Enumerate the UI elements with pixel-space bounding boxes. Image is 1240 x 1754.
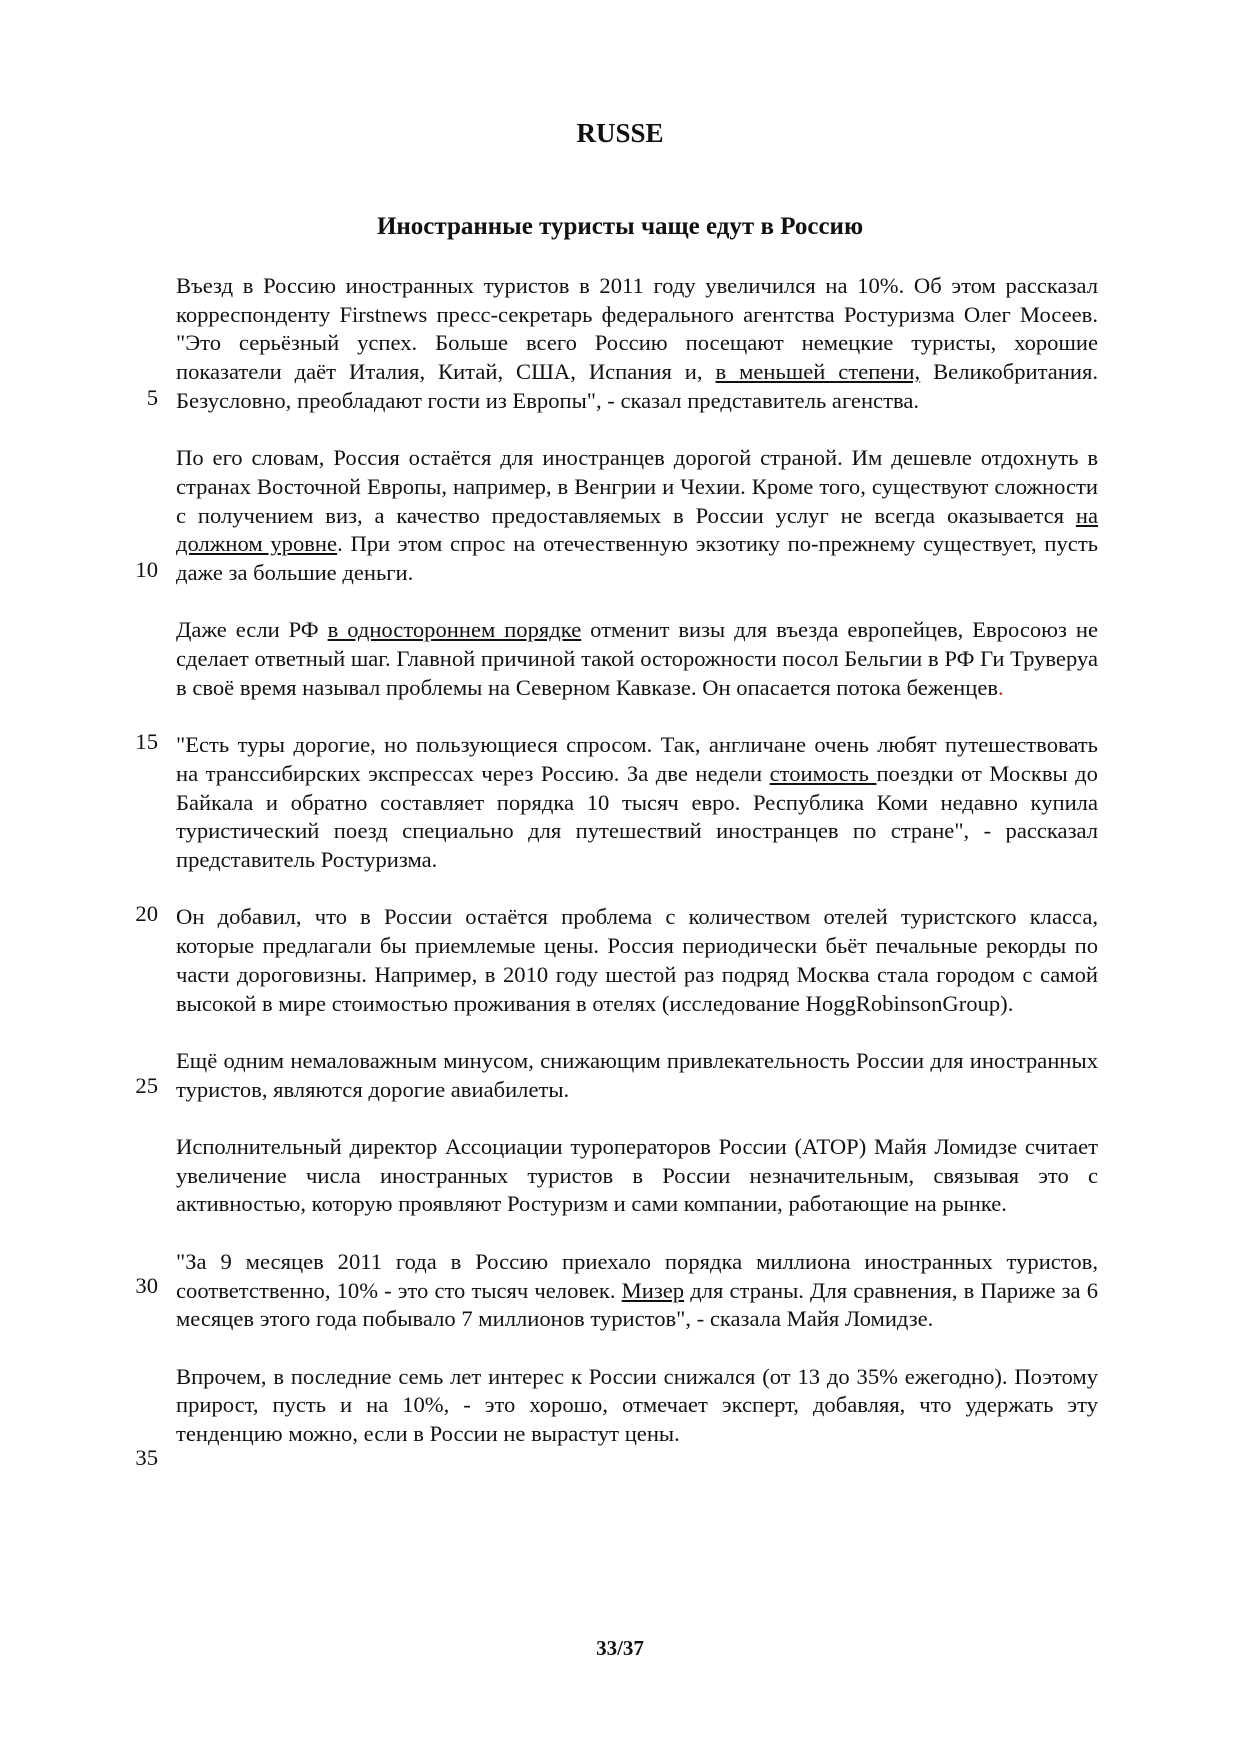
- paragraph-5-text: Он добавил, что в России остаётся проблема с количеством отелей туристского класса, которые предлагали бы приемлемые цены. Россия периодически бьёт печальные рекорды по части дороговизны. Например, в 2010 году шестой раз подряд Москва стала городом с самой высокой в мире стоимостью проживания в отелях (исследование HoggRobinsonGroup).: [176, 904, 1098, 1016]
- paragraph-2-underlined: на должном уровне: [176, 502, 1098, 557]
- paragraph-3-rest: отменит визы для въезда европейцев, Евросоюз не сделает ответный шаг. Главной причиной такой осторожности посол Бельгии в РФ Ги Труверуа в своё время называл проблемы на Северном Кавказе. Он опасается потока беженцев: [176, 617, 1099, 700]
- line-number-25: 25: [135, 1073, 158, 1098]
- paragraph-5: [176, 903, 1098, 1018]
- paragraph-4-underlined: стоимость: [769, 760, 877, 786]
- paragraph-1: [176, 272, 1098, 416]
- paragraph-3-underlined: в одностороннем порядке: [327, 617, 582, 643]
- paragraph-4: [176, 731, 1098, 875]
- section-title: RUSSE: [576, 118, 664, 148]
- paragraph-9-text: Впрочем, в последние семь лет интерес к России снижался (от 13 до 35% ежегодно). Поэтому прирост, пусть и на 10%, - это хорошо, отмечает эксперт, добавляя, что удержать эту тенденцию можно, если в России не вырастут цены.: [176, 1363, 1098, 1446]
- paragraph-8: [176, 1248, 1098, 1334]
- paragraph-6-text: Ещё одним немаловажным минусом, снижающим привлекательность России для иностранных туристов, являются дорогие авиабилеты.: [176, 1047, 1098, 1102]
- line-number-20: 20: [135, 901, 158, 926]
- paragraph-3-period: .: [998, 674, 1004, 700]
- paragraph-4-text: "Есть туры дорогие, но пользующиеся спросом. Так, англичане очень любят путешествовать на транссибирских экспрессах через Россию. За две недели: [176, 732, 1098, 786]
- paragraph-7-text: Исполнительный директор Ассоциации туроператоров России (АТОР) Майя Ломидзе считает увеличение числа иностранных туристов в России незначительным, связывая это с активностью, которую проявляют Ростуризм и сами компании, работающие на рынке.: [176, 1134, 1098, 1217]
- line-number-35: 35: [135, 1445, 158, 1470]
- paragraph-3-text: Даже если РФ: [176, 617, 328, 643]
- paragraph-8-text: "За 9 месяцев 2011 года в Россию приехало порядка миллиона иностранных туристов, соответственно, 10% - это сто тысяч человек.: [176, 1248, 1098, 1303]
- line-number-30: 30: [135, 1273, 158, 1298]
- line-number-5: 5: [146, 385, 158, 410]
- paragraph-2: [176, 444, 1098, 588]
- paragraph-8-rest: для страны. Для сравнения, в Париже за 6 месяцев этого года побывало 7 миллионов туристов", - сказала Майя Ломидзе.: [176, 1277, 1098, 1332]
- paragraph-1-underlined: в меньшей степени,: [715, 359, 921, 385]
- paragraph-4-rest: поездки от Москвы до Байкала и обратно составляет порядка 10 тысяч евро. Республика Коми недавно купила туристический поезд специально для путешествий иностранцев по стране", - рассказал представитель Ростуризма.: [176, 760, 1098, 873]
- paragraph-2-rest: . При этом спрос на отечественную экзотику по-прежнему существует, пусть даже за большие деньги.: [176, 531, 1098, 586]
- line-number-15: 15: [135, 729, 158, 754]
- line-number-10: 10: [135, 557, 158, 582]
- paragraph-3: [176, 616, 1098, 702]
- paragraph-2-text: По его словам, Россия остаётся для иностранцев дорогой страной. Им дешевле отдохнуть в странах Восточной Европы, например, в Венгрии и Чехии. Кроме того, существуют сложности с получением виз, а качество предоставляемых в России услуг не всегда оказывается: [176, 445, 1098, 528]
- article-title: Иностранные туристы чаще едут в Россию: [376, 213, 864, 240]
- paragraph-7: [176, 1133, 1098, 1219]
- paragraph-8-underlined: Мизер: [621, 1277, 685, 1303]
- paragraph-1-rest: Великобритания. Безусловно, преобладают гости из Европы", - сказал представитель агенства.: [176, 359, 1098, 413]
- paragraph-6: [176, 1047, 1098, 1104]
- paragraph-9: [176, 1363, 1098, 1449]
- page-number: 33/37: [596, 1636, 644, 1660]
- article-body: [176, 272, 1098, 1477]
- paragraph-1-text: Въезд в Россию иностранных туристов в 2011 году увеличился на 10%. Об этом рассказал корреспонденту Firstnews пресс-секретарь федерального агентства Ростуризма Олег Мосеев. "Это серьёзный успех. Больше всего Россию посещают немецкие туристы, хорошие показатели даёт Италия, Китай, США, Испания и,: [176, 273, 1098, 385]
